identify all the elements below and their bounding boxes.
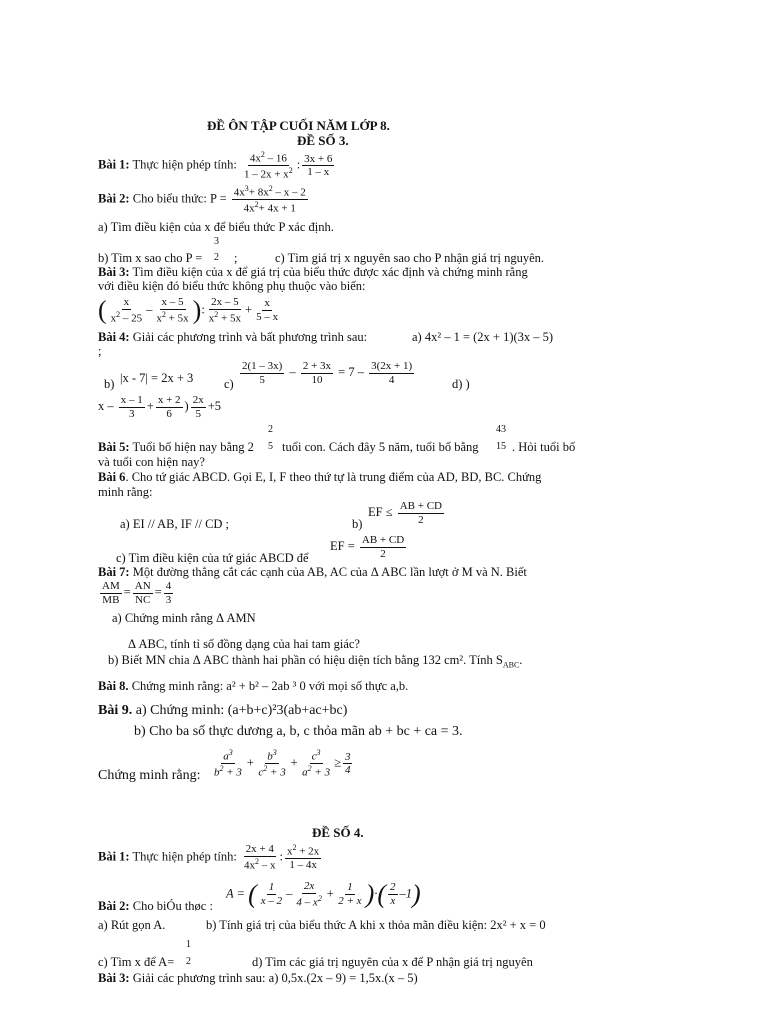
fraction-denominator: 5 bbox=[268, 441, 273, 452]
de3-bai7-a2: Δ ABC, tính tỉ số đồng dạng của hai tam giác? bbox=[128, 637, 360, 651]
de3-bai4-b-expr: |x - 7| = 2x + 3 bbox=[120, 371, 194, 385]
de3-bai9-prove: Chứng minh rằng: bbox=[98, 768, 201, 783]
de3-bai2-c: c) Tìm giá trị x nguyên sao cho P nhận giá trị nguyên. bbox=[275, 251, 545, 265]
fraction-denominator: 2 bbox=[214, 252, 219, 263]
de4-bai2-c: c) Tìm x để A= bbox=[98, 955, 175, 969]
de3-bai7-ratio: $\frac{AM}{MB}$ = $\frac{AN}{NC}$ = $\frac{4}{3}$ bbox=[102, 580, 172, 606]
de3-bai5-c: . Hỏi tuổi bố bbox=[512, 440, 576, 454]
fraction: $\frac{4x^3+ 8x^2 - x - 2}{4x^2+ 4x + 1}$ bbox=[233, 184, 306, 215]
de3-bai5-line2: và tuổi con hiện nay? bbox=[98, 455, 205, 469]
de4-bai2: Bài 2: Cho biÓu thøc : bbox=[98, 899, 213, 913]
de3-bai3-line2: với điều kiện đó biểu thức không phụ thuộc vào biến: bbox=[98, 279, 366, 293]
section-de-3: ĐỀ SỐ 3. bbox=[297, 133, 349, 148]
fraction-numerator: 3 bbox=[214, 236, 219, 247]
de3-bai9: Bài 9. a) Chứng minh: (a+b+c)²3(ab+ac+bc) bbox=[98, 703, 348, 718]
de3-bai3: Bài 3: Tìm điều kiện của x để giá trị của biểu thức được xác định và chứng minh rằng bbox=[98, 265, 528, 279]
de3-bai8: Bài 8. Chứng minh rằng: a² + b² – 2ab ³ 0 với mọi số thực a,b. bbox=[98, 679, 409, 693]
de3-bai7-b: b) Biết MN chia Δ ABC thành hai phần có hiệu diện tích bằng 132 cm². Tính $S_{ABC}$. bbox=[108, 653, 523, 670]
de3-bai9-b: b) Cho ba số thực dương a, b, c thỏa mãn ab + bc + ca = 3. bbox=[134, 724, 463, 739]
de4-bai2-d: d) Tìm các giá trị nguyên của x để P nhận giá trị nguyên bbox=[252, 955, 533, 969]
de3-bai4-d-expr: x – $\frac{x - 1}{3}$ + $\frac{x + 2}{6}$ ) $\frac{2x}{5}$ +5 bbox=[98, 394, 222, 420]
de3-bai4-c: c) bbox=[224, 377, 234, 391]
separator: ; bbox=[98, 344, 102, 358]
de3-bai4-d: d) ) bbox=[452, 377, 470, 391]
fraction-denominator: 15 bbox=[496, 441, 506, 452]
de3-bai7-a: a) Chứng minh rằng Δ AMN bbox=[112, 611, 256, 625]
de3-bai6-b-expr: EF ≤ $\frac{AB + CD}{2}$ bbox=[368, 500, 442, 526]
fraction: $\frac{4x^2 - 16}{1 - 2x + x^2}$ bbox=[243, 150, 293, 181]
de3-bai2-a: a) Tìm điều kiện của x để biểu thức P xác định. bbox=[98, 220, 334, 234]
de4-bai2-a: a) Rút gọn A. bbox=[98, 918, 166, 932]
de3-bai2: Bài 2: Cho biểu thức: P = $\frac{4x^3+ 8x^2 - x - 2}{4x^2+ 4x + 1}$ bbox=[98, 184, 306, 215]
de3-bai6: Bài 6. Cho tứ giác ABCD. Gọi E, I, F theo thứ tự là trung điểm của AD, BD, BC. Chứng bbox=[98, 470, 542, 484]
de3-bai6-line2: minh rằng: bbox=[98, 485, 153, 499]
de3-bai1: Bài 1: Thực hiện phép tính: $\frac{4x^2 - 16}{1 - 2x + x^2}$ : $\frac{3x + 6}{1 - x}$ bbox=[98, 150, 333, 181]
de4-bai2-b: b) Tính giá trị của biểu thức A khi x thỏa mãn điều kiện: 2x² + x = 0 bbox=[206, 918, 546, 932]
de3-bai6-c-expr: EF = $\frac{AB + CD}{2}$ bbox=[330, 534, 405, 560]
de3-bai6-c: c) Tìm điều kiện của tứ giác ABCD để bbox=[116, 551, 309, 565]
fraction-numerator: 43 bbox=[496, 424, 506, 435]
de3-bai5-b: tuổi con. Cách đây 5 năm, tuổi bố bằng bbox=[282, 440, 479, 454]
page-title: ĐỀ ÔN TẬP CUỐI NĂM LỚP 8. bbox=[207, 118, 390, 133]
de3-bai4-c-expr: $\frac{2(1 - 3x)}{5}$ – $\frac{2 + 3x}{10}$ = 7 – $\frac{3(2x + 1)}{4}$ bbox=[242, 360, 413, 386]
de3-bai4-b: b) bbox=[104, 377, 115, 391]
de3-bai9-inequality: $\frac{a^3}{b^2 + 3}$ + $\frac{b^3}{c^2 + 3}$ + $\frac{c^3}{a^2 + 3}$ ≥ $\frac{3}{4}$ bbox=[214, 748, 351, 779]
separator: ; bbox=[234, 251, 238, 265]
fraction-denominator: 2 bbox=[186, 956, 191, 967]
de3-bai2-b: b) Tìm x sao cho P = bbox=[98, 251, 203, 265]
de3-bai6-b: b) bbox=[352, 517, 363, 531]
de3-bai5: Bài 5: Tuổi bố hiện nay bằng 2 bbox=[98, 440, 254, 454]
fraction-numerator: 2 bbox=[268, 424, 273, 435]
fraction: $\frac{3x + 6}{1 - x}$ bbox=[304, 152, 333, 179]
de4-bai3: Bài 3: Giải các phương trình sau: a) 0,5x.(2x – 9) = 1,5x.(x – 5) bbox=[98, 971, 418, 985]
de3-bai3-expression: ( $\frac{x}{x^2 - 25}$ – $\frac{x - 5}{x^2 + 5x}$ ): $\frac{2x - 5}{x^2 + 5x}$ + $\frac{x}{5 - x}$ bbox=[98, 295, 279, 325]
section-de-4: ĐỀ SỐ 4. bbox=[312, 825, 364, 840]
de3-bai7: Bài 7: Một đường thẳng cắt các cạnh của AB, AC của Δ ABC lần lượt ở M và N. Biết bbox=[98, 565, 527, 579]
de3-bai4-a: a) 4x² – 1 = (2x + 1)(3x – 5) bbox=[412, 330, 554, 344]
de3-bai6-a: a) EI // AB, IF // CD ; bbox=[120, 517, 230, 531]
de4-bai1: Bài 1: Thực hiện phép tính: $\frac{2x + 4}{4x^2 - x}$ : $\frac{x^2 + 2x}{1 - 4x}$ bbox=[98, 843, 320, 872]
de3-bai4: Bài 4: Giải các phương trình và bất phương trình sau: bbox=[98, 330, 368, 344]
de4-bai2-expr: A = ( $\frac{1}{x - 2}$ – $\frac{2x}{4 - x^2}$ + $\frac{1}{2 + x}$ )·( $\frac{2}{x}$ –1) bbox=[226, 879, 421, 909]
fraction-numerator: 1 bbox=[186, 939, 191, 950]
